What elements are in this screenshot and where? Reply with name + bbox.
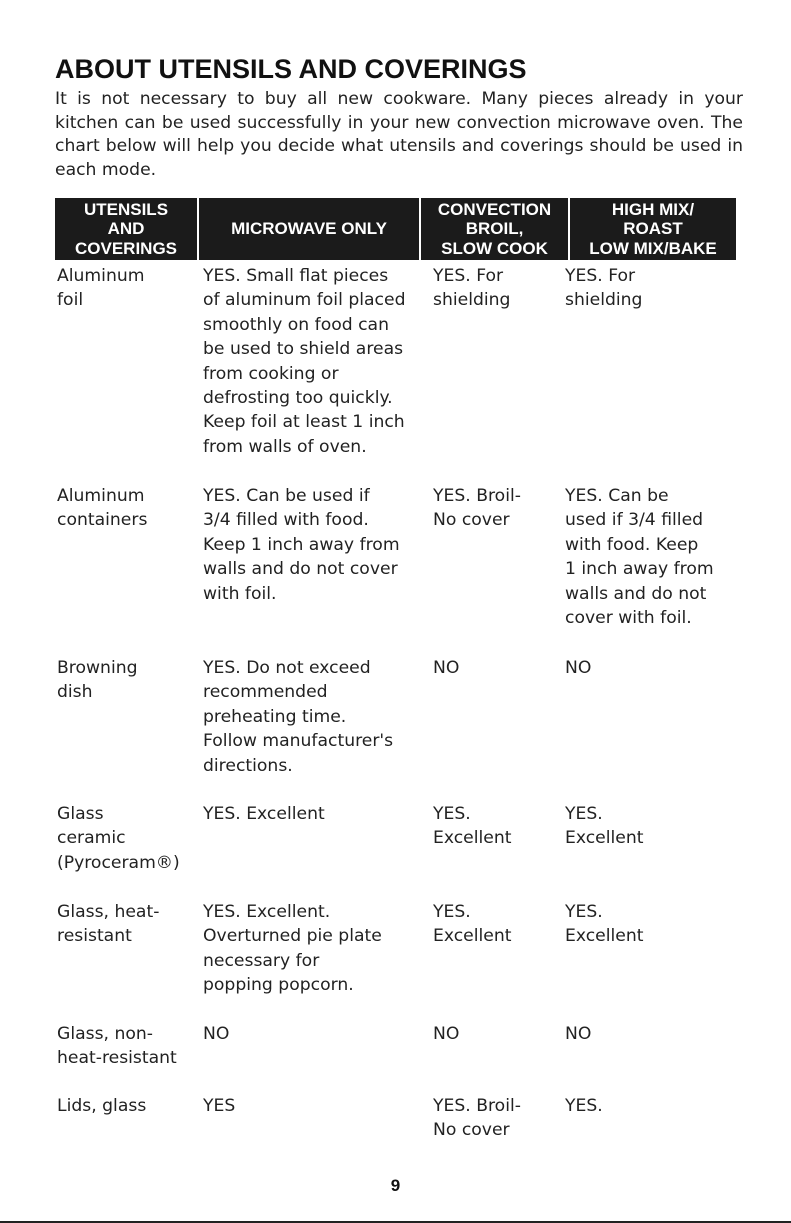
utensil-cell: Lids, glass <box>57 1096 147 1116</box>
utensil-cell: Glass, non- heat-resistant <box>57 1024 177 1069</box>
microwave-cell: YES <box>203 1096 236 1116</box>
convection-cell: YES. Excellent <box>433 804 512 849</box>
convection-cell: YES. Broil- No cover <box>433 486 521 531</box>
microwave-cell: YES. Do not exceed recommended preheating time. Follow manufacturer's directions. <box>203 658 394 776</box>
mix-cell: YES. <box>565 1096 603 1116</box>
mix-cell: NO <box>565 658 592 678</box>
utensil-cell: Aluminum foil <box>57 266 145 311</box>
utensil-cell: Browning dish <box>57 658 138 703</box>
convection-cell: YES. Broil- No cover <box>433 1096 521 1141</box>
utensil-cell: Glass, heat- resistant <box>57 902 160 947</box>
convection-cell: YES. For shielding <box>433 266 511 311</box>
header-mix: HIGH MIX/ ROAST LOW MIX/BAKE <box>570 198 736 260</box>
header-convection: CONVECTION BROIL, SLOW COOK <box>421 198 568 260</box>
mix-cell: NO <box>565 1024 592 1044</box>
page-title: ABOUT UTENSILS AND COVERINGS <box>55 54 527 84</box>
microwave-cell: YES. Can be used if 3/4 filled with food. Keep 1 inch away from walls and do not cover with foil. <box>203 486 400 604</box>
mix-cell: YES. Can be used if 3/4 filled with food. Keep 1 inch away from walls and do not cover with foil. <box>565 486 714 629</box>
microwave-cell: NO <box>203 1024 230 1044</box>
microwave-cell: YES. Excellent <box>203 804 325 824</box>
header-utensils: UTENSILS AND COVERINGS <box>55 198 197 260</box>
utensil-cell: Glass ceramic (Pyroceram®) <box>57 804 180 873</box>
convection-cell: NO <box>433 1024 460 1044</box>
mix-cell: YES. Excellent <box>565 902 644 947</box>
intro-paragraph: It is not necessary to buy all new cookware. Many pieces already in your kitchen can be used successfully in your new convection microwave oven. The chart below will help you decide what utensils and coverings should be used in each mode. <box>55 89 743 180</box>
mix-cell: YES. Excellent <box>565 804 644 849</box>
header-microwave-only: MICROWAVE ONLY <box>199 198 419 260</box>
convection-cell: YES. Excellent <box>433 902 512 947</box>
microwave-cell: YES. Excellent. Overturned pie plate necessary for popping popcorn. <box>203 902 382 996</box>
utensil-cell: Aluminum containers <box>57 486 148 531</box>
convection-cell: NO <box>433 658 460 678</box>
microwave-cell: YES. Small flat pieces of aluminum foil placed smoothly on food can be used to shield areas from cooking or defrosting too quickly. Keep foil at least 1 inch from walls of oven. <box>203 266 406 457</box>
page-number: 9 <box>390 1176 401 1195</box>
mix-cell: YES. For shielding <box>565 266 643 311</box>
table-header-row <box>55 198 736 260</box>
